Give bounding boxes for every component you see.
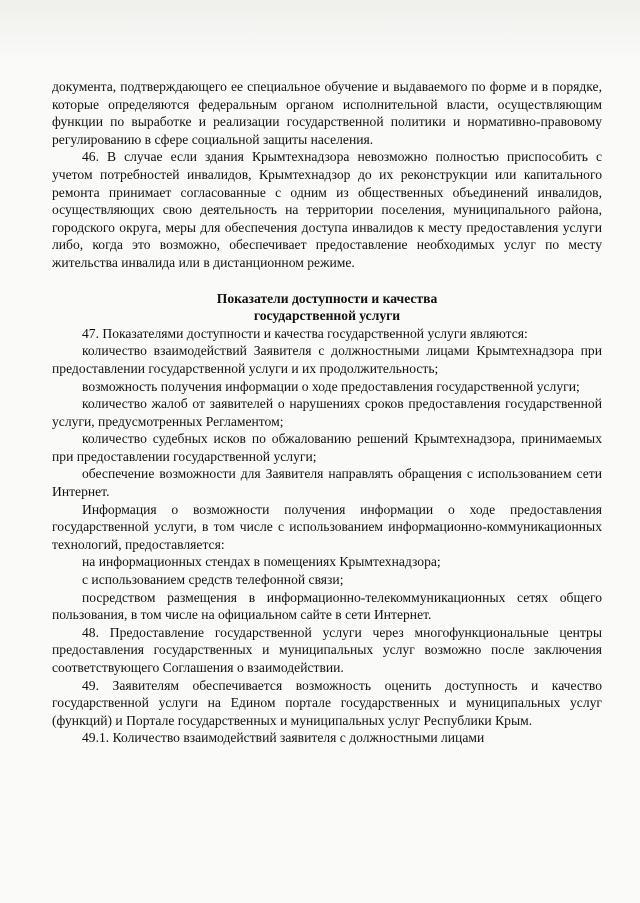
section-heading-line2: государственной услуги xyxy=(253,308,401,324)
scan-shadow xyxy=(0,0,640,60)
paragraph-p-info-2: с использованием средств телефонной связи; xyxy=(82,572,344,588)
paragraph-p-47-5: обеспечение возможности для Заявителя направлять обращения с использованием сети Интернет. xyxy=(52,466,602,500)
section-heading-line1: Показатели доступности и качества xyxy=(216,290,438,306)
paragraph-p-47-3: количество жалоб от заявителей о нарушениях сроков предоставления государственной услуги, предусмотренных Регламентом; xyxy=(52,396,602,429)
top-paragraphs xyxy=(52,78,602,272)
paragraph-p-47-1: количество взаимодействий Заявителя с должностными лицами Крымтехнадзора при предоставлении государственной услуги и их продолжительность; xyxy=(52,343,602,376)
paragraph-p-47-4: количество судебных исков по обжалованию решений Крымтехнадзора, принимаемых при предоставлении государственной услуги; xyxy=(52,431,602,464)
paragraph-p-49-1: 49.1. Количество взаимодействий заявителя с должностными лицами xyxy=(82,730,485,746)
document-body xyxy=(52,78,602,747)
paragraph-p-47: 47. Показателями доступности и качества государственной услуги являются: xyxy=(82,325,528,341)
section-heading xyxy=(52,290,602,325)
paragraph-p-info-1: на информационных стендах в помещениях Крымтехнадзора; xyxy=(82,554,441,570)
paragraph-p-info: Информация о возможности получения информации о ходе предоставления государственной услуги, в том числе с использованием информационно-коммуникационных технологий, предоставляется: xyxy=(52,501,602,552)
paragraph-p-48: 48. Предоставление государственной услуги через многофункциональные центры предоставления государственных и муниципальных услуг возможно после заключения соответствующего Соглашения о взаимодействии. xyxy=(52,624,602,675)
paragraph-p-info-3: посредством размещения в информационно-телекоммуникационных сетях общего пользования, в том числе на официальном сайте в сети Интернет. xyxy=(52,589,602,623)
paragraph-p-cont: документа, подтверждающего ее специальное обучение и выдаваемого по форме и в порядке, которые определяются федеральным органом исполнительной власти, осуществляющим функции по выработке и реализации государственной политики и нормативно-правовому регулированию в сфере социальной защиты населения. xyxy=(52,79,602,147)
paragraph-p-47-2: возможность получения информации о ходе предоставления государственной услуги; xyxy=(82,378,580,394)
paragraph-p-46: 46. В случае если здания Крымтехнадзора невозможно полностью приспособить с учетом потребностей инвалидов, Крымтехнадзор до их реконструкции или капитального ремонта принимает согласованные с одним из общественных объединений инвалидов, осуществляющих свою деятельность на территории поселения, муниципального района, городского округа, меры для обеспечения доступа инвалидов к месту предоставления услуги либо, когда это возможно, обеспечивает предоставление необходимых услуг по месту жительства инвалида или в дистанционном режиме. xyxy=(52,149,602,270)
bottom-paragraphs xyxy=(52,325,602,747)
paragraph-p-49: 49. Заявителям обеспечивается возможность оценить доступность и качество государственной услуги на Едином портале государственных и муниципальных услуг (функций) и Портале государственных и муниципальных услуг Республики Крым. xyxy=(52,677,602,728)
